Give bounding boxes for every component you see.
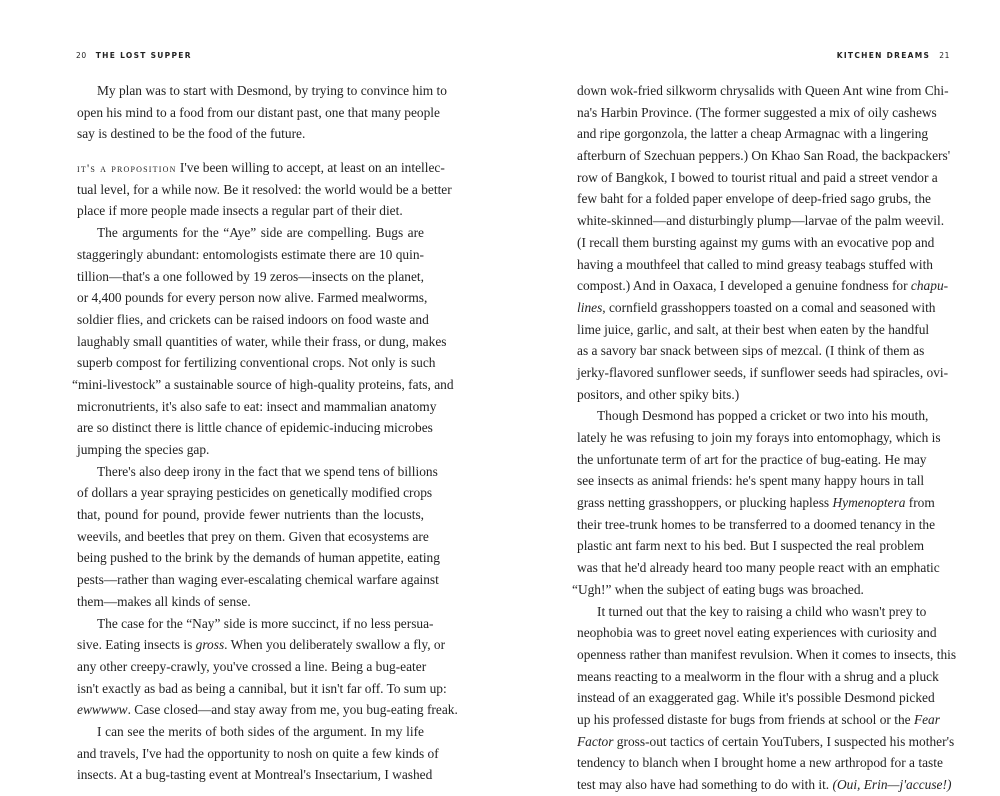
text-line: and travels, I've had the opportunity to nosh on quite a few kinds of bbox=[77, 745, 439, 761]
text-line: having a mouthfeel that called to mind greasy teabags stuffed with bbox=[577, 256, 933, 272]
text-line: lately he was refusing to join my forays into entomophagy, which is bbox=[577, 430, 941, 445]
text-line: up his professed distaste for bugs from friends at school or the Fear bbox=[577, 711, 940, 727]
text-line: weevils, and beetles that prey on them. Given that ecosystems are bbox=[77, 528, 429, 544]
text-line: few baht for a folded paper envelope of deep-fried sago grubs, the bbox=[577, 191, 931, 207]
text-line: of dollars a year spraying pesticides on genetically modified crops bbox=[77, 485, 433, 501]
running-head-left bbox=[76, 51, 192, 60]
text-line: lime juice, garlic, and salt, at their best when eaten by the handful bbox=[577, 321, 930, 337]
paragraph bbox=[577, 80, 951, 405]
text-line: “mini-livestock” a sustainable source of high-quality proteins, fats, and bbox=[72, 376, 454, 392]
text-line: sive. Eating insects is gross. When you deliberately swallow a fly, or bbox=[77, 637, 446, 653]
text-line: being pushed to the brink by the demands of human appetite, eating bbox=[77, 550, 440, 566]
text-line: tillion—that's a one followed by 19 zeros—insects on the planet, bbox=[77, 268, 424, 284]
text-line: afterburn of Szechuan peppers.) On Khao San Road, the backpackers' bbox=[577, 148, 951, 164]
text-line: ewwwww. Case closed—and stay away from me, you bug-eating freak. bbox=[77, 702, 458, 718]
text-line: see insects as animal friends: he's spent many happy hours in tall bbox=[577, 473, 925, 489]
section-break bbox=[77, 145, 424, 157]
text-line: them—makes all kinds of sense. bbox=[77, 593, 251, 609]
text-line: tendency to blanch when I brought home a new arthropod for a taste bbox=[577, 755, 943, 771]
paragraph bbox=[77, 80, 447, 145]
text-line: superb compost for fertilizing conventional crops. Not only is such bbox=[77, 355, 436, 371]
text-line: that, pound for pound, provide fewer nutrients than the locusts, bbox=[77, 507, 424, 523]
page-number: 20 bbox=[76, 51, 87, 60]
text-line: The arguments for the “Aye” side are compelling. Bugs are bbox=[97, 225, 424, 241]
page-number: 21 bbox=[939, 51, 950, 60]
text-line: their tree-trunk homes to be transferred to a doomed tenancy in the bbox=[577, 516, 936, 532]
left-page bbox=[0, 0, 500, 783]
text-line: any other creepy-crawly, you've crossed a line. Being a bug-eater bbox=[77, 658, 427, 674]
text-line: say is destined to be the food of the future. bbox=[77, 126, 306, 142]
text-line: neophobia was to greet novel eating experiences with curiosity and bbox=[577, 625, 937, 641]
text-line: insects. At a bug-tasting event at Montreal's Insectarium, I washed bbox=[77, 767, 433, 783]
text-line: plastic ant farm next to his bed. But I suspected the real problem bbox=[577, 538, 924, 554]
text-line: Though Desmond has popped a cricket or two into his mouth, bbox=[597, 408, 929, 424]
paragraph bbox=[72, 222, 454, 461]
text-line: Factor gross-out tactics of certain YouTubers, I suspected his mother's bbox=[577, 733, 955, 749]
text-line: “Ugh!” when the subject of eating bugs was broached. bbox=[572, 581, 864, 597]
text-line: jerky-flavored sunflower seeds, if sunflower seeds had spiracles, ovi- bbox=[577, 364, 949, 380]
text-line: test may also have had something to do with it. (Oui, Erin—j'accuse!) bbox=[577, 777, 952, 792]
text-line: openness rather than manifest revulsion. When it comes to insects, this bbox=[577, 646, 957, 662]
text-line: jumping the species gap. bbox=[77, 442, 210, 457]
paragraph bbox=[77, 613, 458, 721]
text-line: na's Harbin Province. (The former suggested a mix of oily cashews bbox=[577, 104, 937, 120]
text-line: down wok-fried silkworm chrysalids with Queen Ant wine from Chi- bbox=[577, 83, 949, 98]
section-lead-in: it's a proposition bbox=[77, 161, 177, 176]
text-line: soldier flies, and crickets can be raised indoors on food waste and bbox=[77, 311, 429, 327]
text-line: are so distinct there is little chance of epidemic-inducing microbes bbox=[77, 420, 433, 436]
text-line: or 4,400 pounds for every person now alive. Farmed mealworms, bbox=[77, 290, 428, 306]
paragraph bbox=[77, 157, 452, 222]
body-text-right bbox=[572, 80, 957, 796]
text-line: micronutrients, it's also safe to eat: insect and mammalian anatomy bbox=[77, 398, 437, 414]
text-line: positors, and other spiky bits.) bbox=[577, 386, 740, 402]
text-line: I can see the merits of both sides of the argument. In my life bbox=[97, 723, 424, 739]
text-line: as a savory bar snack between sips of mezcal. (I think of them as bbox=[577, 343, 925, 359]
right-page bbox=[500, 0, 1000, 792]
text-line: means reacting to a mealworm in the flour with a shrug and a pluck bbox=[577, 668, 939, 684]
text-line: white-skinned—and disturbingly plump—larvae of the palm weevil. bbox=[577, 213, 945, 229]
text-line: My plan was to start with Desmond, by trying to convince him to bbox=[97, 83, 447, 98]
paragraph bbox=[77, 461, 440, 613]
text-line: pests—rather than waging ever-escalating chemical warfare against bbox=[77, 572, 439, 588]
text-line: (I recall them bursting against my gums with an evocative pop and bbox=[577, 234, 935, 250]
running-head-right bbox=[837, 51, 950, 60]
text-line: tual level, for a while now. Be it resolved: the world would be a better bbox=[77, 181, 452, 197]
text-line: lines, cornfield grasshoppers toasted on a comal and seasoned with bbox=[577, 299, 936, 315]
text-line: compost.) And in Oaxaca, I developed a genuine fondness for chapu- bbox=[577, 278, 949, 294]
text-line: it's a proposition I've been willing to accept, at least on an intellec- bbox=[77, 160, 445, 176]
text-line: the unfortunate term of art for the practice of bug-eating. He may bbox=[577, 451, 927, 467]
text-line: open his mind to a food from our distant past, one that many people bbox=[77, 104, 440, 120]
text-line: row of Bangkok, I bowed to tourist ritual and paid a street vendor a bbox=[577, 169, 938, 185]
text-line: and ripe gorgonzola, the latter a cheap Armagnac with a lingering bbox=[577, 126, 929, 142]
text-line: was that he'd already heard too many people react with an emphatic bbox=[577, 560, 940, 576]
text-line: laughably small quantities of water, while their frass, or dung, makes bbox=[77, 333, 447, 349]
text-line: There's also deep irony in the fact that we spend tens of billions bbox=[97, 463, 438, 479]
text-line: The case for the “Nay” side is more succinct, if no less persua- bbox=[97, 615, 434, 631]
paragraph bbox=[77, 721, 439, 786]
book-title: THE LOST SUPPER bbox=[95, 51, 192, 60]
text-line: grass netting grasshoppers, or plucking hapless Hymenoptera from bbox=[577, 495, 935, 511]
text-line: isn't exactly as bad as being a cannibal, but it isn't far off. To sum up: bbox=[77, 680, 447, 696]
paragraph bbox=[577, 601, 957, 796]
paragraph bbox=[572, 405, 941, 600]
text-line: It turned out that the key to raising a child who wasn't prey to bbox=[597, 603, 927, 619]
text-line: instead of an exaggerated gag. While it's possible Desmond picked bbox=[577, 690, 935, 706]
chapter-title: KITCHEN DREAMS bbox=[836, 51, 931, 60]
text-line: place if more people made insects a regular part of their diet. bbox=[77, 203, 403, 219]
body-text-left bbox=[72, 80, 458, 786]
text-line: staggeringly abundant: entomologists estimate there are 10 quin- bbox=[77, 246, 424, 262]
